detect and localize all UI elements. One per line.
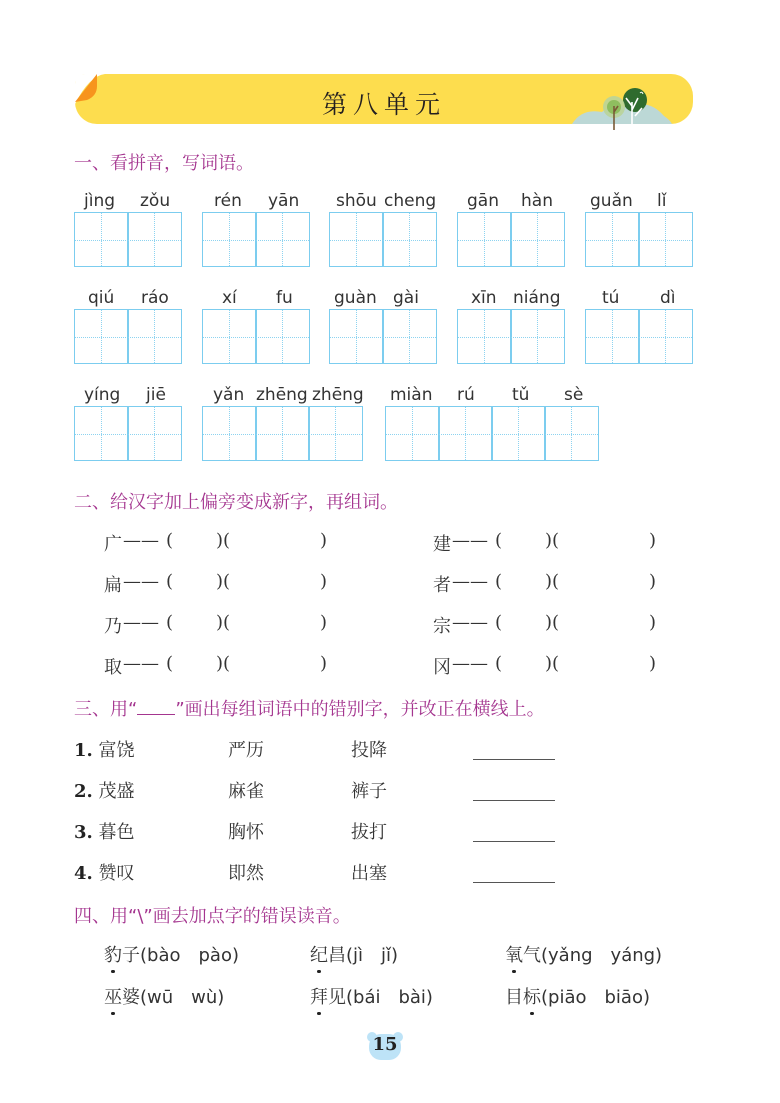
pinyin: yíng — [84, 385, 121, 405]
writing-cell[interactable] — [202, 309, 257, 364]
base-char: 乃 — [104, 616, 122, 637]
dash: —— — [452, 530, 488, 551]
word: 暮色 — [98, 822, 135, 843]
pinyin: tú — [602, 288, 620, 308]
writing-cell[interactable] — [544, 406, 599, 461]
writing-cell[interactable] — [510, 309, 565, 364]
pinyin: dì — [660, 288, 676, 308]
word: 即然 — [228, 863, 264, 884]
word: 出塞 — [351, 863, 387, 884]
paren-close: ) — [649, 571, 657, 592]
pinyin: zhēng — [312, 385, 364, 405]
dotted-char: 巫 — [104, 987, 122, 1008]
writing-cell[interactable] — [382, 212, 437, 267]
paren-close: ) — [320, 571, 328, 592]
writing-cell[interactable] — [329, 212, 384, 267]
paren-open: ( — [495, 530, 503, 551]
writing-cell[interactable] — [585, 309, 640, 364]
word-group-row — [74, 777, 135, 803]
dotted-char: 豹 — [104, 945, 122, 966]
dotted-char: 氧 — [505, 945, 523, 966]
reading-item: 目标 (piāo biāo) — [505, 983, 650, 1009]
paren-open: ( — [495, 612, 503, 633]
pinyin: guàn — [334, 288, 377, 308]
writing-cell[interactable] — [585, 212, 640, 267]
base-char: 者 — [433, 575, 451, 596]
page-number: 15 — [372, 1034, 398, 1055]
paren-open: ( — [495, 571, 503, 592]
pinyin: shōu — [336, 191, 377, 211]
writing-cell[interactable] — [127, 406, 182, 461]
word-group-row — [74, 859, 135, 885]
pinyin: zhēng — [256, 385, 308, 405]
word: 胸怀 — [228, 822, 264, 843]
word-group-row — [74, 736, 135, 762]
writing-cell[interactable] — [457, 309, 512, 364]
paren-open: ( — [166, 530, 174, 551]
emphasis-dot-icon — [317, 970, 321, 974]
dotted-char: 纪 — [310, 945, 328, 966]
writing-box-group[interactable] — [74, 212, 182, 267]
pinyin: gài — [393, 288, 419, 308]
pinyin-options[interactable]: (bái bài) — [346, 987, 433, 1008]
dash: —— — [452, 653, 488, 674]
paren-mid: )( — [216, 653, 231, 674]
writing-cell[interactable] — [308, 406, 363, 461]
writing-cell[interactable] — [638, 212, 693, 267]
dotted-char: 拜 — [310, 987, 328, 1008]
pinyin: rén — [214, 191, 242, 211]
writing-box-group[interactable] — [385, 406, 599, 461]
section-1-title: 一、看拼音，写词语。 — [74, 153, 254, 174]
pinyin-options[interactable]: (jì jǐ) — [346, 945, 399, 966]
word: 麻雀 — [228, 781, 264, 802]
reading-item: 纪 昌(jì jǐ) — [310, 941, 398, 967]
paren-mid: )( — [216, 571, 231, 592]
pinyin: xīn — [471, 288, 497, 308]
pinyin: fu — [276, 288, 293, 308]
base-char: 建 — [433, 534, 451, 555]
pinyin: guǎn — [590, 191, 633, 211]
word: 拔打 — [351, 822, 387, 843]
pinyin-options[interactable]: (bào pào) — [140, 945, 239, 966]
word-group-row — [74, 818, 135, 844]
writing-cell[interactable] — [457, 212, 512, 267]
writing-cell[interactable] — [127, 212, 182, 267]
pinyin: ráo — [141, 288, 169, 308]
writing-cell[interactable] — [638, 309, 693, 364]
emphasis-dot-icon — [111, 970, 115, 974]
pinyin-options[interactable]: (yǎng yáng) — [541, 945, 663, 966]
emphasis-dot-icon — [530, 1012, 534, 1016]
writing-box-group[interactable] — [74, 406, 182, 461]
pinyin: yān — [268, 191, 300, 211]
word: 投降 — [351, 740, 387, 761]
pinyin: yǎn — [213, 385, 245, 405]
writing-cell[interactable] — [74, 309, 129, 364]
writing-box-group[interactable] — [202, 309, 310, 364]
writing-cell[interactable] — [438, 406, 493, 461]
writing-box-group[interactable] — [202, 406, 363, 461]
reading-item: 拜 见(bái bài) — [310, 983, 433, 1009]
emphasis-dot-icon — [512, 970, 516, 974]
pinyin: rú — [457, 385, 475, 405]
paren-mid: )( — [545, 653, 560, 674]
writing-box-group[interactable] — [457, 212, 565, 267]
writing-box-group[interactable] — [329, 309, 437, 364]
unit-title: 第八单元 — [321, 90, 446, 119]
writing-cell[interactable] — [127, 309, 182, 364]
pinyin-options[interactable]: (wū wù) — [140, 987, 225, 1008]
pinyin: niáng — [513, 288, 561, 308]
writing-cell[interactable] — [74, 406, 129, 461]
dash: —— — [123, 530, 159, 551]
item-number: 1. — [74, 740, 93, 761]
reading-item: 豹 子(bào pào) — [104, 941, 239, 967]
pinyin: tǔ — [512, 385, 530, 405]
writing-cell[interactable] — [202, 212, 257, 267]
writing-box-group[interactable] — [329, 212, 437, 267]
writing-cell[interactable] — [255, 309, 310, 364]
base-char: 广 — [104, 534, 122, 555]
base-char: 宗 — [433, 616, 451, 637]
item-number: 2. — [74, 781, 93, 802]
pinyin: xí — [222, 288, 237, 308]
paren-mid: )( — [545, 571, 560, 592]
paren-close: ) — [649, 612, 657, 633]
underline-sample — [137, 701, 175, 715]
paren-close: ) — [320, 653, 328, 674]
pinyin-options[interactable]: (piāo biāo) — [541, 987, 650, 1008]
pinyin: jiē — [146, 385, 166, 405]
paren-mid: )( — [216, 530, 231, 551]
base-char: 扁 — [104, 575, 122, 596]
emphasis-dot-icon — [317, 1012, 321, 1016]
writing-box-group[interactable] — [202, 212, 310, 267]
pinyin: hàn — [521, 191, 553, 211]
paren-close: ) — [320, 612, 328, 633]
dash: —— — [452, 571, 488, 592]
section-3-title — [74, 695, 545, 721]
pinyin: gān — [467, 191, 499, 211]
writing-box-group[interactable] — [585, 309, 693, 364]
item-number: 4. — [74, 863, 93, 884]
emphasis-dot-icon — [111, 1012, 115, 1016]
paren-mid: )( — [545, 612, 560, 633]
writing-box-group[interactable] — [585, 212, 693, 267]
trees-illustration-icon — [572, 76, 672, 132]
writing-cell[interactable] — [385, 406, 440, 461]
pinyin: lǐ — [657, 191, 667, 211]
section-4-title: 四、用“\”画去加点字的错误读音。 — [74, 906, 351, 927]
word: 茂盛 — [98, 781, 135, 802]
word: 富饶 — [98, 740, 135, 761]
paren-open: ( — [166, 571, 174, 592]
dash: —— — [452, 612, 488, 633]
paren-close: ) — [649, 530, 657, 551]
title-prefix: 三、用“ — [74, 699, 138, 720]
word: 裤子 — [351, 781, 387, 802]
writing-cell[interactable] — [329, 309, 384, 364]
pinyin: zǒu — [140, 191, 171, 211]
pinyin: sè — [564, 385, 584, 405]
pinyin: jìng — [84, 191, 116, 211]
paren-open: ( — [166, 653, 174, 674]
paren-close: ) — [649, 653, 657, 674]
pinyin: miàn — [390, 385, 433, 405]
writing-cell[interactable] — [74, 212, 129, 267]
base-char: 取 — [104, 657, 122, 678]
section-2-title: 二、给汉字加上偏旁变成新字，再组词。 — [74, 492, 398, 513]
writing-cell[interactable] — [382, 309, 437, 364]
writing-cell[interactable] — [510, 212, 565, 267]
dotted-char: 标 — [523, 987, 541, 1008]
dash: —— — [123, 571, 159, 592]
writing-box-group[interactable] — [74, 309, 182, 364]
paren-mid: )( — [216, 612, 231, 633]
base-char: 冈 — [433, 657, 451, 678]
item-number: 3. — [74, 822, 93, 843]
writing-cell[interactable] — [202, 406, 257, 461]
word: 赞叹 — [98, 863, 135, 884]
reading-item: 氧 气(yǎng yáng) — [505, 941, 662, 967]
paren-open: ( — [166, 612, 174, 633]
pinyin: qiú — [88, 288, 115, 308]
answer-line[interactable] — [473, 882, 555, 883]
paren-close: ) — [320, 530, 328, 551]
page-fold-icon — [75, 74, 105, 104]
writing-cell[interactable] — [255, 212, 310, 267]
pinyin: cheng — [384, 191, 437, 211]
writing-box-group[interactable] — [457, 309, 565, 364]
answer-line[interactable] — [473, 841, 555, 842]
answer-line[interactable] — [473, 759, 555, 760]
writing-cell[interactable] — [491, 406, 546, 461]
dash: —— — [123, 612, 159, 633]
paren-mid: )( — [545, 530, 560, 551]
word: 严历 — [228, 740, 264, 761]
writing-cell[interactable] — [255, 406, 310, 461]
paren-open: ( — [495, 653, 503, 674]
dash: —— — [123, 653, 159, 674]
reading-item: 巫 婆(wū wù) — [104, 983, 224, 1009]
title-suffix: ”画出每组词语中的错别字，并改正在横线上。 — [175, 699, 545, 720]
answer-line[interactable] — [473, 800, 555, 801]
